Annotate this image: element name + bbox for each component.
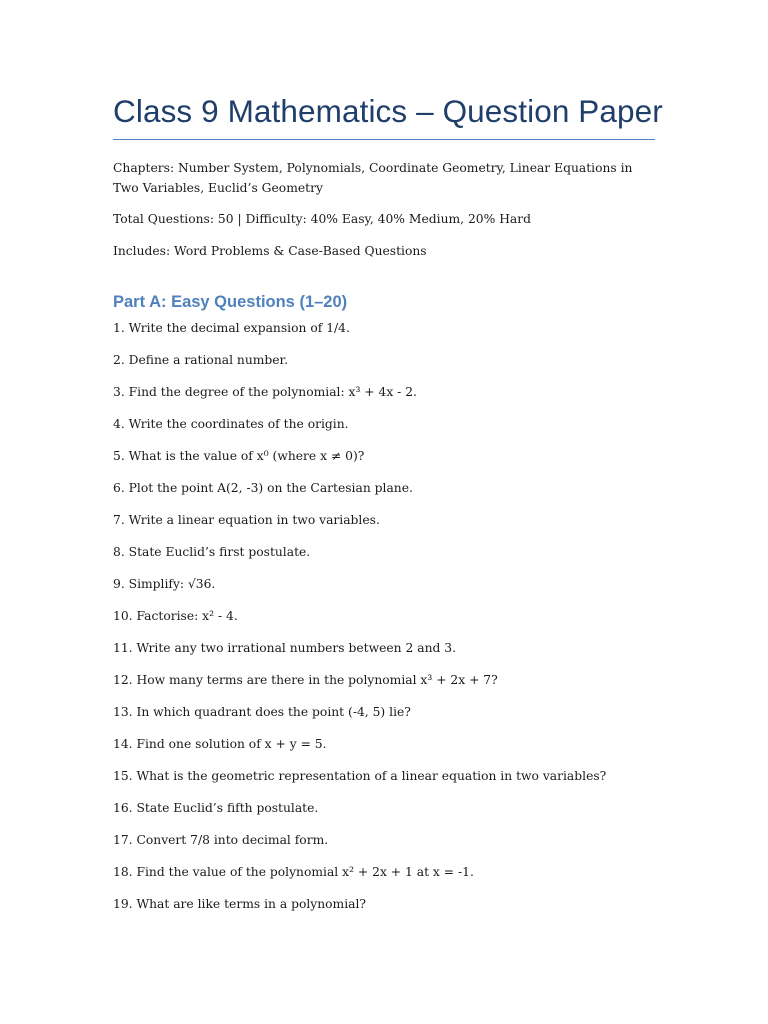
- question-item: 16. State Euclid’s fifth postulate.: [113, 801, 319, 815]
- question-item: 17. Convert 7/8 into decimal form.: [113, 833, 329, 847]
- question-item: 14. Find one solution of x + y = 5.: [113, 737, 327, 751]
- question-item: 1. Write the decimal expansion of 1/4.: [113, 321, 350, 335]
- question-item: 3. Find the degree of the polynomial: x³ + 4x - 2.: [113, 385, 417, 399]
- question-item: 18. Find the value of the polynomial x² + 2x + 1 at x = -1.: [113, 865, 474, 879]
- page-title: Class 9 Mathematics – Question Paper: [113, 93, 663, 129]
- question-item: 19. What are like terms in a polynomial?: [113, 897, 367, 911]
- question-item: 2. Define a rational number.: [113, 353, 288, 367]
- question-item: 11. Write any two irrational numbers between 2 and 3.: [113, 641, 457, 655]
- section-heading-part-a: Part A: Easy Questions (1–20): [113, 293, 348, 311]
- total-questions-line: Total Questions: 50 | Difficulty: 40% Easy, 40% Medium, 20% Hard: [113, 212, 532, 226]
- question-item: 8. State Euclid’s first postulate.: [113, 545, 311, 559]
- question-item: 5. What is the value of x⁰ (where x ≠ 0)?: [113, 449, 365, 463]
- chapters-line: Chapters: Number System, Polynomials, Coordinate Geometry, Linear Equations in Two Variables, Euclid’s Geometry: [113, 161, 633, 195]
- question-item: 15. What is the geometric representation of a linear equation in two variables?: [113, 769, 607, 783]
- question-item: 12. How many terms are there in the polynomial x³ + 2x + 7?: [113, 673, 498, 687]
- includes-line: Includes: Word Problems & Case-Based Questions: [113, 244, 427, 258]
- question-item: 7. Write a linear equation in two variables.: [113, 513, 380, 527]
- question-item: 6. Plot the point A(2, -3) on the Cartesian plane.: [113, 481, 413, 495]
- question-item: 4. Write the coordinates of the origin.: [113, 417, 349, 431]
- question-item: 13. In which quadrant does the point (-4, 5) lie?: [113, 705, 411, 719]
- title-underline: [113, 139, 655, 140]
- question-item: 9. Simplify: √36.: [113, 577, 216, 591]
- question-item: 10. Factorise: x² - 4.: [113, 609, 238, 623]
